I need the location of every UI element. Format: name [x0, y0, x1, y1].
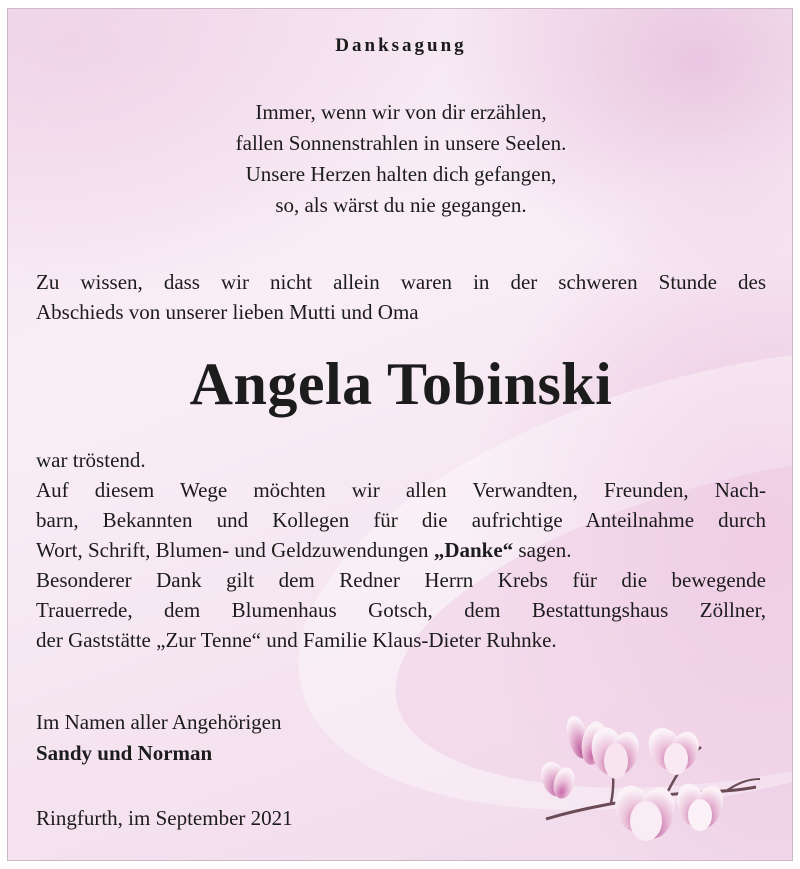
magnolia-flower-icon	[516, 709, 766, 849]
deceased-name: Angela Tobinski	[189, 351, 613, 417]
body-text: sagen.	[513, 538, 572, 562]
obituary-card	[7, 8, 793, 861]
body-line: Auf diesem Wege möchten wir allen Verwandten, Freunden, Nach-	[36, 478, 766, 502]
intro-paragraph	[36, 267, 766, 327]
poem-line: Unsere Herzen halten dich gefangen,	[245, 162, 557, 186]
signature-names: Sandy und Norman	[36, 741, 213, 765]
body-text: Wort, Schrift, Blumen- und Geldzuwendungen	[36, 538, 434, 562]
poem-line: Immer, wenn wir von dir erzählen,	[255, 100, 547, 124]
body-line	[36, 535, 766, 565]
body-line: Besonderer Dank gilt dem Redner Herrn Krebs für die bewegende	[36, 568, 766, 592]
poem-line: fallen Sonnenstrahlen in unsere Seelen.	[235, 131, 567, 155]
thanks-paragraph	[36, 445, 766, 655]
place-date: Ringfurth, im September 2021	[36, 806, 293, 830]
intro-line: Abschieds von unserer lieben Mutti und Oma	[36, 300, 419, 324]
poem-line: so, als wärst du nie gegangen.	[275, 193, 527, 217]
body-line: der Gaststätte „Zur Tenne“ und Familie Klaus-Dieter Ruhnke.	[36, 628, 557, 652]
body-line: war tröstend.	[36, 448, 146, 472]
signature-block	[36, 707, 282, 769]
poem	[8, 97, 793, 221]
body-line: Trauerrede, dem Blumenhaus Gotsch, dem Bestattungshaus Zöllner,	[36, 598, 766, 622]
heading: Danksagung	[335, 35, 467, 56]
signature-intro: Im Namen aller Angehörigen	[36, 710, 282, 734]
body-line: barn, Bekannten und Kollegen für die aufrichtige Anteilnahme durch	[36, 508, 766, 532]
danke-emphasis: „Danke“	[433, 538, 514, 562]
intro-line: Zu wissen, dass wir nicht allein waren in der schweren Stunde des	[36, 270, 766, 294]
